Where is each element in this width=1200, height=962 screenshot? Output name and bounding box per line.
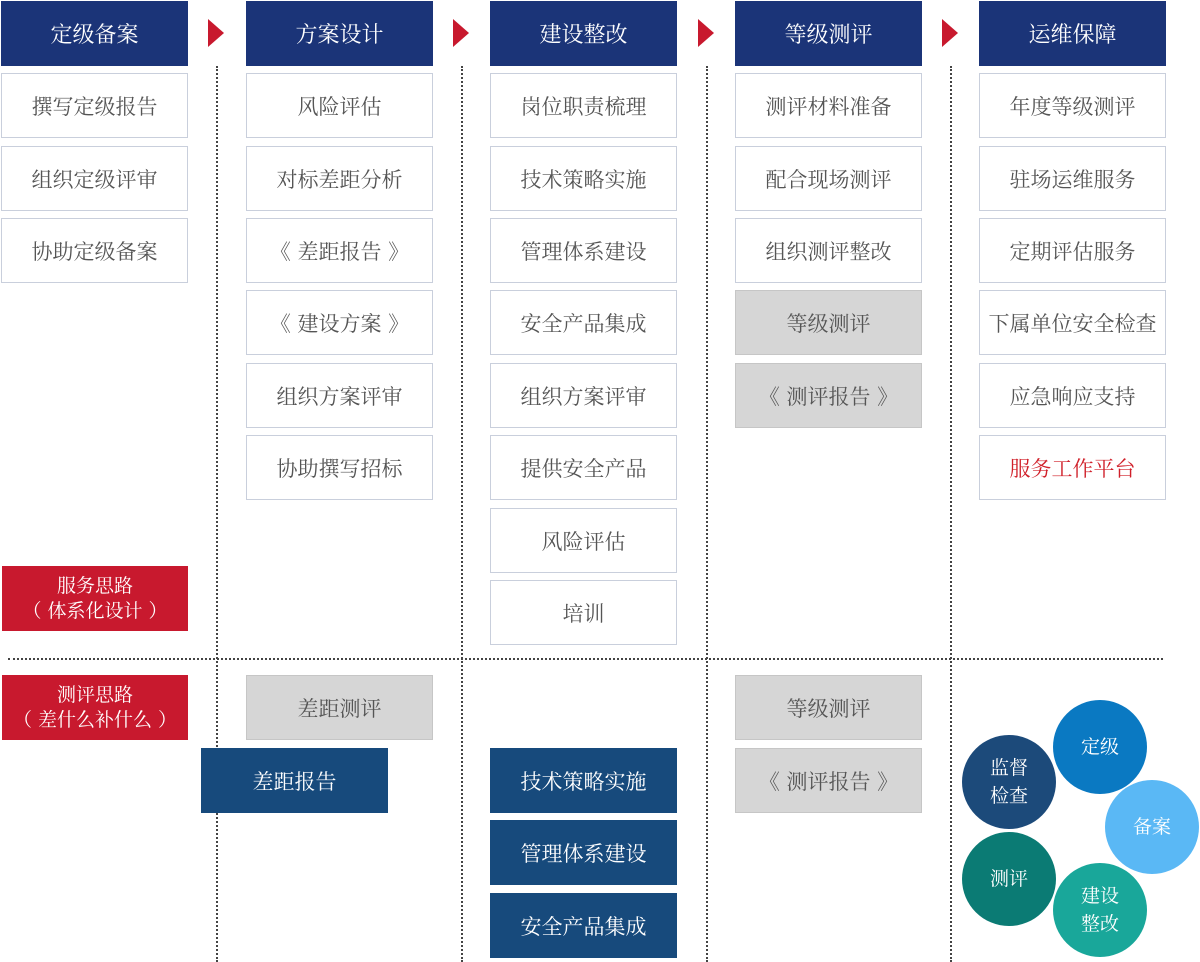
arrow-right-icon (942, 19, 958, 47)
stage-header-build: 建设整改 (490, 1, 677, 66)
design-item: 组织方案评审 (246, 363, 433, 428)
cycle-build-line2: 整改 (1080, 913, 1119, 935)
service-approach-label (2, 566, 188, 631)
cycle-test-label: 测评 (989, 868, 1028, 890)
section-divider (8, 658, 1163, 660)
test-approach-subtitle: （ 差什么补什么 ） (12, 708, 178, 731)
column-divider (706, 66, 708, 962)
build-item: 风险评估 (490, 508, 677, 573)
test-build-item: 技术策略实施 (490, 748, 677, 813)
cycle-test-circle (962, 832, 1056, 926)
build-item: 管理体系建设 (490, 218, 677, 283)
service-approach-subtitle: （ 体系化设计 ） (22, 599, 168, 622)
cycle-grade-label: 定级 (1080, 736, 1119, 758)
build-item: 安全产品集成 (490, 290, 677, 355)
stage-header-operations: 运维保障 (979, 1, 1166, 66)
operations-item: 驻场运维服务 (979, 146, 1166, 211)
evaluation-item-highlight: 等级测评 (735, 290, 922, 355)
test-build-item: 安全产品集成 (490, 893, 677, 958)
arrow-right-icon (453, 19, 469, 47)
cycle-record-label: 备案 (1132, 816, 1171, 838)
test-approach-title: 测评思路 (56, 683, 133, 706)
design-item: 协助撰写招标 (246, 435, 433, 500)
service-approach-title: 服务思路 (56, 574, 133, 597)
arrow-right-icon (208, 19, 224, 47)
evaluation-item: 组织测评整改 (735, 218, 922, 283)
operations-item: 定期评估服务 (979, 218, 1166, 283)
evaluation-item-highlight: 《 测评报告 》 (735, 363, 922, 428)
cycle-record-circle (1105, 780, 1199, 874)
gap-report-box: 差距报告 (201, 748, 388, 813)
test-eval-item: 等级测评 (735, 675, 922, 740)
cycle-grade-circle (1053, 700, 1147, 794)
column-divider (216, 66, 218, 962)
operations-item: 应急响应支持 (979, 363, 1166, 428)
stage-header-grading: 定级备案 (1, 1, 188, 66)
build-item: 提供安全产品 (490, 435, 677, 500)
build-item: 培训 (490, 580, 677, 645)
service-platform-item: 服务工作平台 (979, 435, 1166, 500)
gap-assessment-box: 差距测评 (246, 675, 433, 740)
cycle-monitor-line1: 监督 (989, 757, 1028, 779)
build-item: 技术策略实施 (490, 146, 677, 211)
build-item: 组织方案评审 (490, 363, 677, 428)
evaluation-item: 配合现场测评 (735, 146, 922, 211)
design-item: 风险评估 (246, 73, 433, 138)
test-eval-item: 《 测评报告 》 (735, 748, 922, 813)
grading-item: 组织定级评审 (1, 146, 188, 211)
grading-item: 协助定级备案 (1, 218, 188, 283)
test-build-item: 管理体系建设 (490, 820, 677, 885)
grading-item: 撰写定级报告 (1, 73, 188, 138)
column-divider (950, 66, 952, 962)
cycle-monitor-circle (962, 735, 1056, 829)
design-item: 《 差距报告 》 (246, 218, 433, 283)
evaluation-item: 测评材料准备 (735, 73, 922, 138)
design-item: 《 建设方案 》 (246, 290, 433, 355)
cycle-monitor-line2: 检查 (989, 785, 1028, 807)
test-approach-label (2, 675, 188, 740)
cycle-build-circle (1053, 863, 1147, 957)
column-divider (461, 66, 463, 962)
operations-item: 年度等级测评 (979, 73, 1166, 138)
build-item: 岗位职责梳理 (490, 73, 677, 138)
stage-header-design: 方案设计 (246, 1, 433, 66)
stage-header-evaluation: 等级测评 (735, 1, 922, 66)
cycle-build-line1: 建设 (1080, 885, 1119, 907)
operations-item: 下属单位安全检查 (979, 290, 1166, 355)
design-item: 对标差距分析 (246, 146, 433, 211)
arrow-right-icon (698, 19, 714, 47)
